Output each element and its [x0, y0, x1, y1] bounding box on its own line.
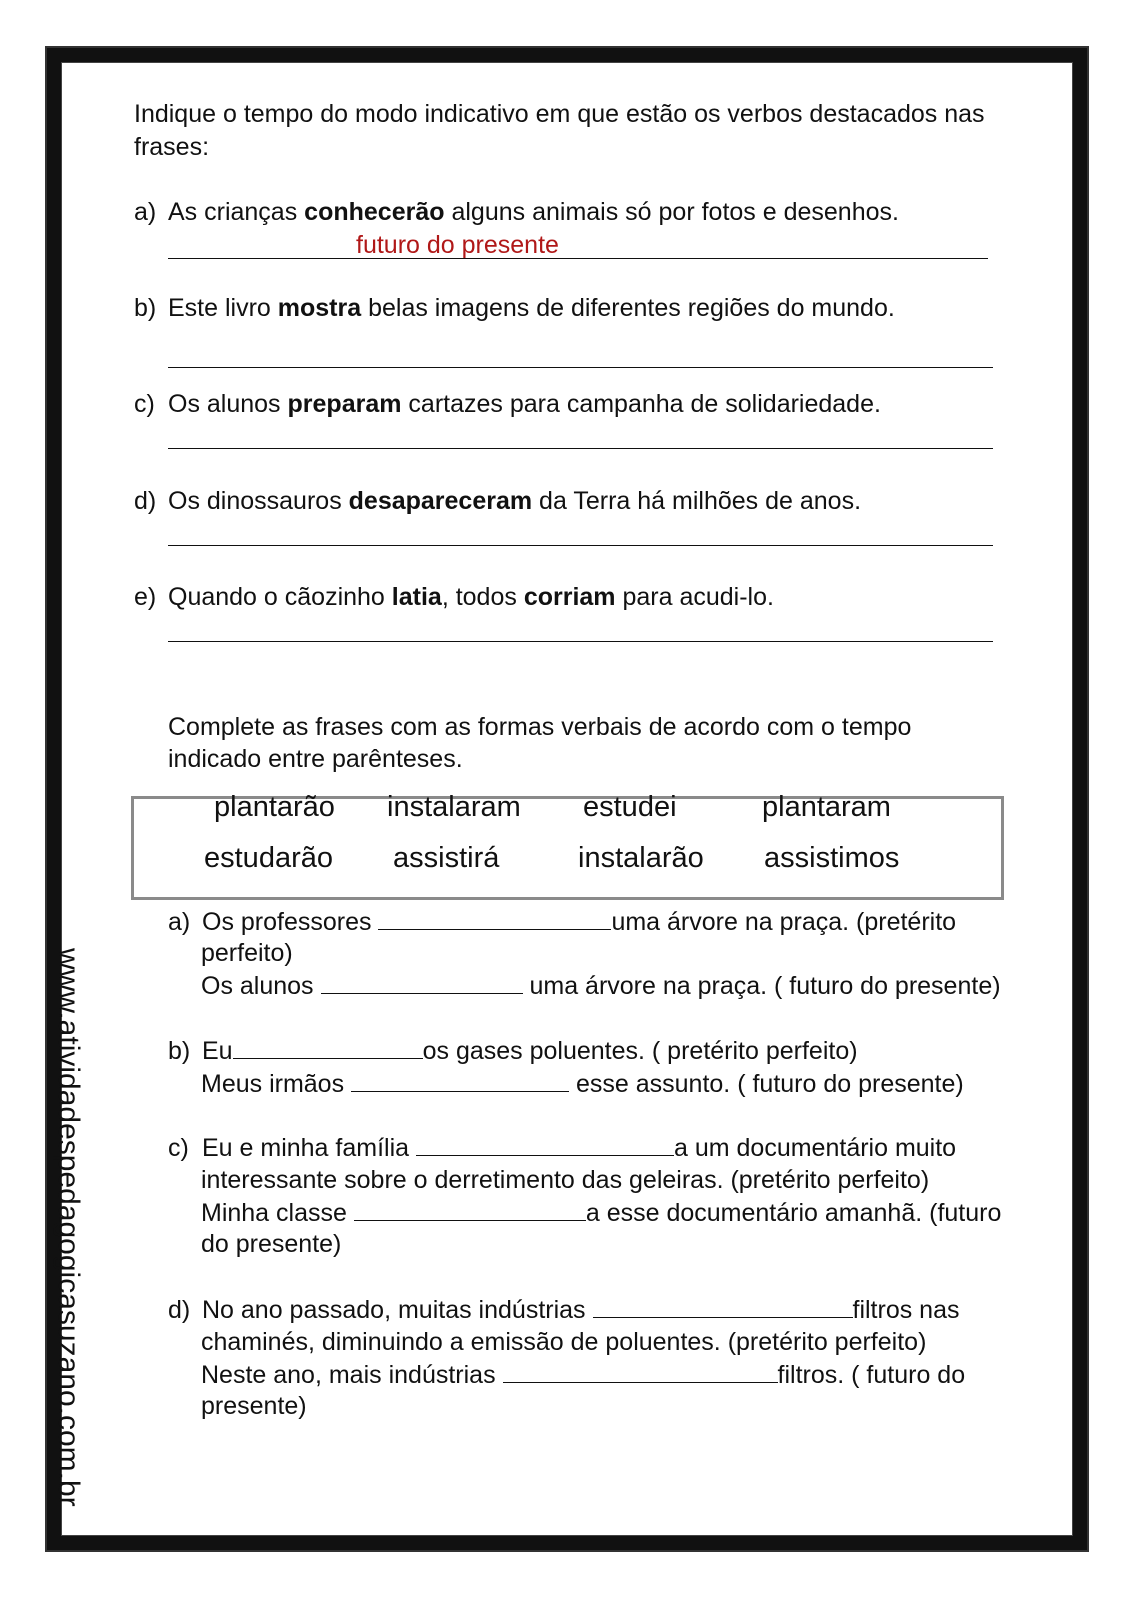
word-bank-item: instalaram: [387, 791, 521, 823]
exercise2-item-b-line1: b) Eu os gases poluentes. ( pretérito perfeito): [168, 1034, 858, 1068]
exercise2-item-d-line4: presente): [201, 1392, 307, 1420]
fill-blank[interactable]: [416, 1131, 674, 1156]
fill-blank[interactable]: [503, 1358, 778, 1383]
answer-line-b[interactable]: [168, 367, 993, 368]
word-bank-item: plantaram: [762, 791, 891, 823]
fill-blank[interactable]: [321, 969, 523, 994]
answer-line-d[interactable]: [168, 545, 993, 546]
exercise2-instruction-line1: Complete as frases com as formas verbais de acordo com o tempo: [168, 713, 912, 741]
highlighted-verb: preparam: [287, 390, 402, 418]
word-bank-item: estudarão: [204, 842, 333, 874]
exercise1-instruction-line2: frases:: [134, 133, 210, 161]
fill-blank[interactable]: [378, 905, 611, 930]
highlighted-verb: desapareceram: [348, 487, 533, 515]
exercise2-item-a-line3: Os alunos uma árvore na praça. ( futuro do presente): [201, 969, 1001, 1003]
fill-blank[interactable]: [351, 1067, 569, 1092]
exercise2-item-a-line1: a) Os professores uma árvore na praça. (pretérito: [168, 905, 956, 939]
highlighted-verb: conhecerão: [304, 198, 445, 226]
exercise2-item-c-line1: c) Eu e minha família a um documentário muito: [168, 1131, 956, 1165]
exercise1-instruction-line1: Indique o tempo do modo indicativo em que estão os verbos destacados nas: [134, 100, 985, 128]
word-bank-item: plantarão: [214, 791, 335, 823]
exercise2-item-c-line2: interessante sobre o derretimento das geleiras. (pretérito perfeito): [201, 1166, 930, 1194]
watermark: www.atividadespedagogicasuzano.com.br: [52, 948, 85, 1507]
answer-line-e[interactable]: [168, 641, 993, 642]
exercise1-item-e: e) Quando o cãozinho latia, todos corriam para acudi-lo.: [134, 583, 774, 611]
exercise1-item-d: d) Os dinossauros desapareceram da Terra há milhões de anos.: [134, 487, 862, 515]
word-bank-item: assistimos: [764, 842, 900, 874]
exercise2-item-b-line2: Meus irmãos esse assunto. ( futuro do presente): [201, 1067, 964, 1101]
highlighted-verb: corriam: [523, 583, 616, 611]
exercise2-item-d-line2: chaminés, diminuindo a emissão de poluentes. (pretérito perfeito): [201, 1328, 927, 1356]
exercise2-item-d-line3: Neste ano, mais indústrias filtros. ( futuro do: [201, 1358, 965, 1392]
exercise2-item-c-line3: Minha classe a esse documentário amanhã. (futuro: [201, 1196, 1001, 1230]
highlighted-verb: latia: [391, 583, 442, 611]
exercise2-item-a-line2: perfeito): [201, 939, 293, 967]
fill-blank[interactable]: [233, 1034, 423, 1059]
exercise1-item-c: c) Os alunos preparam cartazes para campanha de solidariedade.: [134, 390, 881, 418]
answer-line-c[interactable]: [168, 448, 993, 449]
answer-line-a[interactable]: [168, 258, 988, 259]
exercise2-item-d-line1: d) No ano passado, muitas indústrias filtros nas: [168, 1293, 959, 1327]
highlighted-verb: mostra: [277, 294, 362, 322]
answer-a: futuro do presente: [356, 231, 559, 259]
word-bank-item: instalarão: [578, 842, 704, 874]
exercise1-item-a: a) As crianças conhecerão alguns animais só por fotos e desenhos.: [134, 198, 899, 226]
exercise2-instruction-line2: indicado entre parênteses.: [168, 745, 463, 773]
fill-blank[interactable]: [354, 1196, 586, 1221]
word-bank-item: assistirá: [393, 842, 500, 874]
exercise1-item-b: b) Este livro mostra belas imagens de diferentes regiões do mundo.: [134, 294, 895, 322]
word-bank-item: estudei: [583, 791, 677, 823]
exercise2-item-c-line4: do presente): [201, 1230, 342, 1258]
fill-blank[interactable]: [593, 1293, 853, 1318]
